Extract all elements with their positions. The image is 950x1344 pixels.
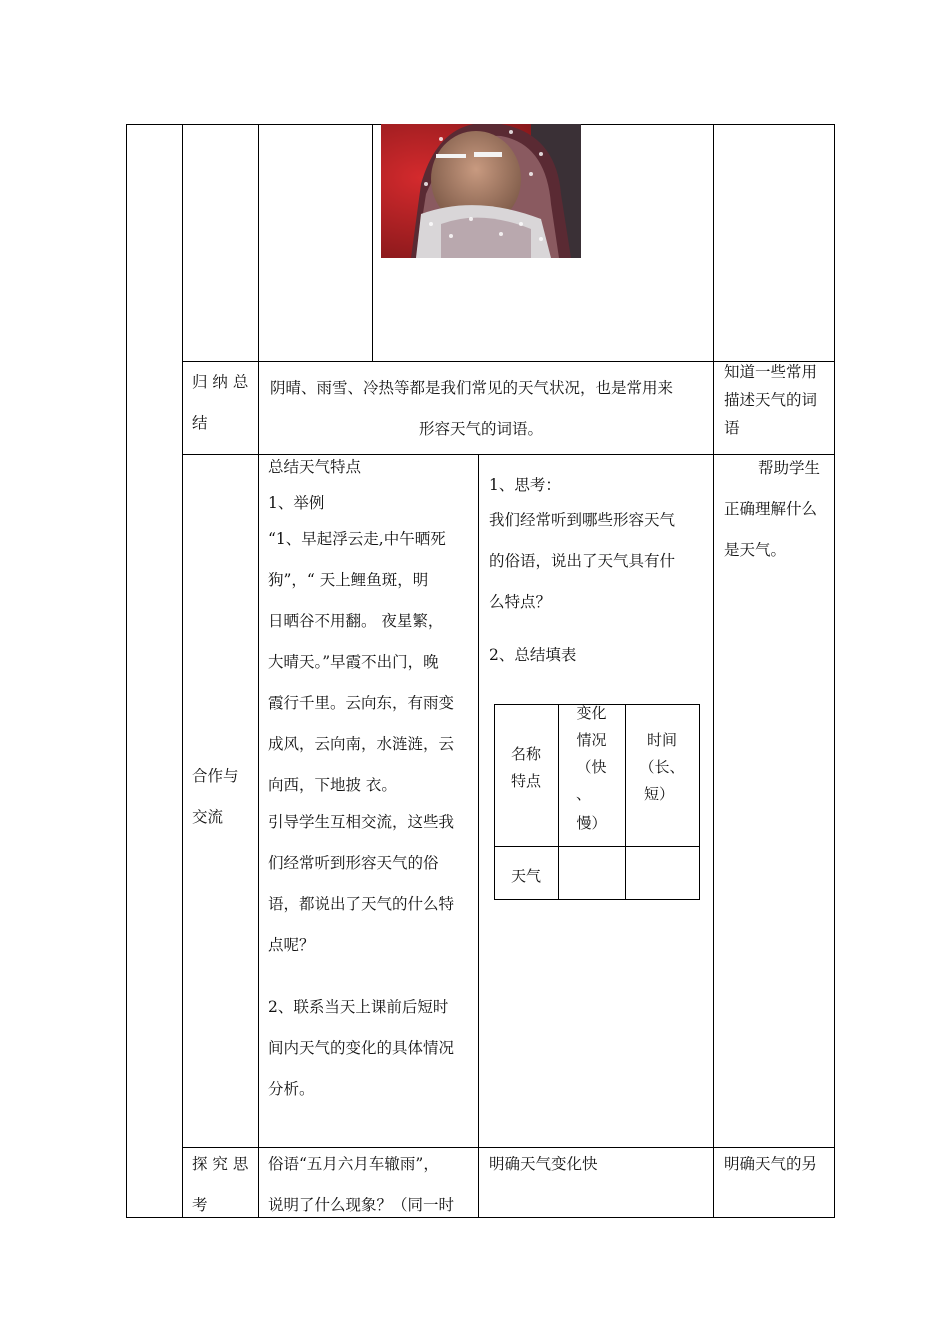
student-line: 么特点？ <box>489 593 552 611</box>
inner-right <box>699 704 700 900</box>
teacher-line: 总结天气特点 <box>268 458 362 476</box>
col-sep-2 <box>258 124 259 1218</box>
header-name-line2: 特点 <box>510 772 541 790</box>
col-sep-mid <box>478 454 479 1218</box>
teacher-line: 狗”，“ 天上鲤鱼斑，明 <box>268 571 429 589</box>
row-weather-label: 天气 <box>510 867 541 885</box>
summary-goal-line3: 语 <box>724 419 740 437</box>
goal-line: 帮助学生 <box>758 459 821 477</box>
table-bottom-border <box>126 1217 835 1218</box>
header-change-line: 变化 <box>576 704 607 722</box>
student-line: 的俗语，说出了天气具有什 <box>489 552 676 570</box>
summary-fill-table <box>494 704 700 900</box>
teacher-line: 们经常听到形容天气的俗 <box>268 854 439 872</box>
teacher-line: 点呢？ <box>268 936 315 954</box>
table-right-border <box>834 124 835 1218</box>
goal-line: 是天气。 <box>724 541 787 559</box>
teacher-line: 日晒谷不用翻。 夜星繁， <box>268 612 444 630</box>
teacher-line: 间内天气的变化的具体情况 <box>268 1039 455 1057</box>
teacher-line: 霞行千里。云向东，有雨变 <box>268 694 455 712</box>
cooperate-label-line2: 交流 <box>192 808 224 826</box>
teacher-line: 成风，云向南，水涟涟，云 <box>268 735 455 753</box>
header-change-line: （快 <box>576 758 607 776</box>
header-name-line1: 名称 <box>510 745 541 763</box>
student-line: 2、总结填表 <box>489 646 577 664</box>
summary-content-line1: 阴晴、雨雪、冷热等都是我们常见的天气状况，也是常用来 <box>270 379 674 397</box>
teacher-line: 2、联系当天上课前后短时 <box>268 998 449 1016</box>
inner-bottom <box>494 899 700 900</box>
header-time-line: （长、 <box>639 758 685 776</box>
explore-student: 明确天气变化快 <box>489 1155 598 1173</box>
summary-label-line2: 结 <box>192 414 208 432</box>
header-change-line: 慢） <box>576 814 607 832</box>
header-time-line: 短） <box>643 785 674 803</box>
cooperate-label-line1: 合作与 <box>192 767 239 785</box>
teacher-line: 分析。 <box>268 1080 315 1098</box>
goal-line: 正确理解什么 <box>724 500 818 518</box>
student-line: 1、思考： <box>489 476 561 494</box>
frozen-face-photo <box>381 124 581 258</box>
inner-mid <box>494 846 700 847</box>
teacher-line: 语，都说出了天气的什么特 <box>268 895 455 913</box>
summary-label-line1: 归 纳 总 <box>192 373 249 391</box>
col-sep-3 <box>713 124 714 1218</box>
summary-goal-line2: 描述天气的词 <box>724 391 818 409</box>
explore-goal: 明确天气的另 <box>724 1155 818 1173</box>
explore-label-line2: 考 <box>192 1196 208 1214</box>
explore-label-line1: 探 究 思 <box>192 1155 249 1173</box>
explore-teacher-line1: 俗语“五月六月车辙雨”， <box>268 1155 439 1173</box>
teacher-line: 1、举例 <box>268 494 325 512</box>
summary-content-line2: 形容天气的词语。 <box>419 420 544 438</box>
teacher-line: 大晴天。”早霞不出门，晚 <box>268 653 439 671</box>
teacher-line: 向西，下地披 衣。 <box>268 776 397 794</box>
teacher-line: “1、早起浮云走,中午晒死 <box>268 530 446 548</box>
table-left-border <box>126 124 127 1218</box>
teacher-line: 引导学生互相交流，这些我 <box>268 813 455 831</box>
col-sep-photo <box>372 124 373 362</box>
header-change-line: 、 <box>575 785 591 803</box>
col-sep-1 <box>182 124 183 1218</box>
header-change-line: 情况 <box>576 731 607 749</box>
summary-goal-line1: 知道一些常用 <box>724 363 818 381</box>
header-time-line: 时间 <box>646 731 677 749</box>
explore-teacher-line2: 说明了什么现象？（同一时 <box>268 1196 455 1214</box>
student-line: 我们经常听到哪些形容天气 <box>489 511 676 529</box>
